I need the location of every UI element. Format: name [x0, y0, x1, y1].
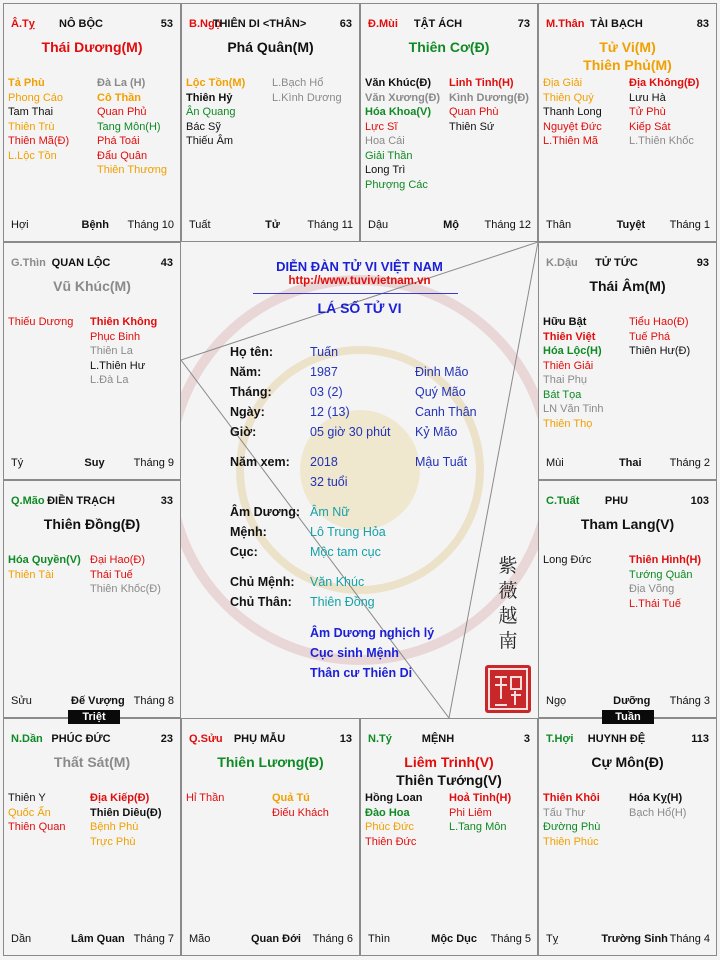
main-star: Thiên Cơ(Đ): [408, 39, 490, 55]
chart-note: Thân cư Thiên Di: [310, 666, 413, 680]
palace-header: [11, 18, 173, 34]
main-star: Liêm Trinh(V): [404, 754, 494, 770]
info-label: Chủ Thân:: [230, 595, 292, 609]
palace-footer: [368, 931, 531, 945]
star-item: Hỉ Thần: [186, 792, 225, 804]
star-item: Tang Môn(H): [97, 120, 161, 133]
palace-header: [546, 257, 709, 273]
star-item: Thanh Long: [543, 106, 602, 118]
star-item: Kiếp Sát: [629, 120, 671, 133]
palace-age: 93: [696, 257, 709, 269]
star-item: Điếu Khách: [272, 806, 329, 819]
star-item: Thiên Đức: [365, 835, 417, 848]
month-label: Tháng 1: [669, 219, 710, 231]
info-label: Chủ Mệnh:: [230, 575, 295, 589]
palace-name: HUYNH ĐỆ: [587, 733, 646, 745]
star-item: LN Văn Tinh: [543, 403, 604, 415]
star-item: Đà La (H): [97, 77, 146, 89]
info-value: Âm Nữ: [310, 505, 350, 519]
star-item: Tấu Thư: [543, 806, 586, 819]
palace-footer: [368, 217, 531, 231]
palace-cell-tuat: [538, 480, 717, 718]
minor-stars-left: [8, 553, 81, 582]
palace-cell-thin: [3, 242, 181, 480]
minor-stars-right: [90, 315, 157, 388]
minor-stars-right: [449, 76, 529, 134]
star-item: L.Bạch Hổ: [272, 77, 324, 89]
palace-footer: [11, 693, 174, 707]
star-item: Thiên Tài: [8, 568, 54, 581]
palace-cell-dan: [3, 718, 181, 956]
star-item: Hóa Quyền(V): [8, 554, 81, 566]
star-item: Địa Võng: [629, 583, 675, 595]
palace-header: [368, 18, 530, 34]
star-item: Thiên Không: [90, 316, 158, 328]
star-item: Thiên Phúc: [543, 835, 599, 848]
minor-stars-right: [629, 315, 690, 359]
chart-note: Cục sinh Mệnh: [310, 646, 399, 660]
star-item: Tiểu Hao(Đ): [629, 316, 689, 328]
main-stars: [361, 753, 537, 789]
minor-stars-left: [543, 315, 604, 431]
star-item: Thiên La: [90, 345, 133, 357]
info-canchi: Mậu Tuất: [415, 455, 468, 469]
info-value: Mộc tam cục: [310, 545, 381, 559]
star-item: Thiên Quan: [8, 821, 66, 833]
star-item: Địa Không(Đ): [629, 77, 700, 89]
info-canchi: Kỷ Mão: [415, 425, 458, 439]
life-phase: Suy: [84, 457, 105, 469]
main-star: Thái Dương(M): [41, 39, 143, 55]
main-stars: [539, 753, 716, 771]
star-item: Thiên Khốc(Đ): [90, 583, 161, 595]
palace-age: 103: [690, 495, 709, 507]
minor-stars-left: [186, 76, 245, 149]
main-stars: [182, 38, 359, 56]
minor-stars-left: [543, 76, 602, 149]
main-star: Thiên Đồng(Đ): [43, 516, 141, 532]
palace-stem: Q.Mão: [11, 495, 45, 507]
info-label: Năm:: [230, 365, 262, 379]
star-item: Hữu Bật: [543, 316, 587, 328]
life-phase: Tuyệt: [616, 219, 646, 231]
palace-stem: M.Thân: [546, 18, 585, 30]
info-label: Giờ:: [230, 425, 257, 439]
palace-stem: N.Dần: [11, 733, 43, 745]
info-canchi: Quý Mão: [415, 385, 466, 399]
life-phase: Mộ: [443, 219, 460, 231]
minor-stars-left: [543, 791, 600, 849]
star-item: Thiên Khôi: [543, 792, 600, 804]
chart-title: LÁ SỐ TỬ VI: [317, 300, 402, 316]
info-value: 1987: [310, 365, 338, 379]
minor-stars-right: [90, 553, 161, 597]
palace-cell-tys: [360, 718, 538, 956]
palace-footer: [11, 931, 174, 945]
life-phase: Lâm Quan: [70, 933, 125, 945]
star-item: Thiên Quý: [543, 91, 594, 104]
branch-label: Dần: [11, 933, 32, 945]
star-item: Địa Giải: [543, 77, 583, 89]
star-item: Văn Khúc(Đ): [365, 77, 431, 89]
palace-age: 43: [160, 257, 173, 269]
info-value: Tuấn: [310, 345, 339, 359]
info-canchi: Đinh Mão: [415, 365, 469, 379]
palace-name: TÀI BẠCH: [590, 18, 643, 30]
star-item: Thiên Thọ: [543, 417, 593, 430]
palace-footer: [546, 693, 710, 707]
star-item: Thai Phụ: [543, 374, 588, 386]
month-label: Tháng 7: [133, 933, 174, 945]
palace-age: 73: [517, 18, 530, 30]
palace-name: MỆNH: [421, 733, 455, 745]
minor-stars-left: [543, 553, 591, 568]
star-item: Thiếu Dương: [8, 316, 74, 328]
star-item: L.Tang Môn: [449, 821, 507, 833]
palace-name: PHỤ MẪU: [233, 733, 286, 745]
star-item: Thiên Việt: [543, 330, 596, 343]
month-label: Tháng 12: [484, 219, 531, 231]
month-label: Tháng 6: [312, 933, 353, 945]
main-stars: [539, 38, 716, 74]
star-item: Quốc Ấn: [8, 806, 51, 819]
branch-label: Mão: [189, 933, 211, 945]
star-item: Phá Toái: [97, 135, 140, 147]
minor-stars-right: [629, 791, 686, 820]
palace-footer: [11, 455, 174, 469]
month-label: Tháng 4: [669, 933, 710, 945]
forum-name: DIỄN ĐÀN TỬ VI VIỆT NAM: [276, 259, 443, 274]
star-item: Phúc Đức: [365, 821, 414, 833]
star-item: Long Trì: [365, 164, 406, 176]
month-label: Tháng 8: [133, 695, 174, 707]
month-label: Tháng 9: [133, 457, 174, 469]
minor-stars-right: [272, 76, 342, 105]
month-label: Tháng 3: [669, 695, 710, 707]
red-seal-stamp-icon: [485, 665, 531, 713]
palace-name: TỬ TỨC: [595, 257, 638, 269]
star-item: Đào Hoa: [365, 806, 410, 819]
life-phase: Trường Sinh: [601, 933, 668, 945]
star-item: Đường Phù: [543, 821, 601, 833]
star-item: Cô Thần: [97, 91, 141, 104]
minor-stars-left: [8, 791, 65, 835]
star-item: Thiên Sứ: [449, 120, 495, 133]
main-star: Tham Lang(V): [580, 516, 675, 532]
palace-stem: B.Ngọ: [189, 18, 222, 30]
main-stars: [4, 753, 180, 771]
life-phase: Thai: [618, 457, 642, 469]
palace-header: [11, 733, 173, 749]
star-item: Lực Sĩ: [365, 120, 398, 133]
star-item: Bát Tọa: [543, 388, 582, 401]
main-stars: [539, 277, 716, 295]
palace-name: PHU: [604, 495, 629, 507]
minor-stars-left: [8, 315, 73, 330]
star-item: Đại Hao(Đ): [90, 554, 146, 566]
minor-stars-right: [629, 553, 701, 611]
info-value: 2018: [310, 455, 338, 469]
star-item: Trực Phù: [90, 835, 136, 848]
palace-cell-than: [538, 3, 717, 242]
minor-stars-right: [272, 791, 329, 820]
palace-name: THIÊN DI <THÂN>: [212, 18, 307, 30]
palace-name: NÔ BỘC: [59, 18, 103, 30]
star-item: L.Thiên Hư: [90, 359, 146, 372]
star-item: Thiên Mã(Đ): [8, 135, 70, 147]
forum-url-link[interactable]: http://www.tuvivietnam.vn: [288, 275, 431, 287]
star-item: Tam Thai: [8, 106, 54, 118]
star-item: L.Thái Tuế: [629, 597, 681, 610]
palace-stem: K.Dậu: [546, 257, 578, 269]
life-phase: Bệnh: [81, 219, 109, 231]
branch-label: Dậu: [368, 219, 389, 231]
star-item: Thiên Thương: [97, 164, 168, 176]
info-value: Lô Trung Hỏa: [310, 525, 386, 539]
palace-cell-dau: [538, 242, 717, 480]
palace-stem: T.Hợi: [546, 733, 574, 745]
star-item: Hóa Lộc(H): [543, 345, 602, 357]
chart-note: Âm Dương nghịch lý: [310, 626, 435, 640]
palace-name: TẬT ÁCH: [413, 18, 463, 30]
star-item: Văn Xương(Đ): [365, 91, 441, 104]
branch-label: Hợi: [11, 219, 29, 231]
palace-header: [546, 733, 709, 749]
star-item: Giải Thần: [365, 149, 413, 162]
palace-footer: [11, 217, 174, 231]
info-label: Âm Dương:: [230, 505, 301, 519]
star-item: Thiên Diêu(Đ): [90, 806, 162, 819]
month-label: Tháng 11: [307, 219, 353, 231]
star-item: Quả Tú: [272, 792, 310, 804]
life-phase: Mộc Dục: [431, 933, 478, 945]
tuan-tag: Tuần: [602, 710, 654, 724]
main-stars: [4, 38, 180, 56]
info-value: 05 giờ 30 phút: [310, 425, 391, 439]
star-item: Thiên Hỷ: [186, 91, 233, 104]
main-stars: [4, 277, 180, 295]
star-item: L.Đà La: [90, 374, 129, 386]
info-value: 12 (13): [310, 405, 350, 419]
info-label: Cục:: [230, 545, 258, 559]
palace-header: [189, 733, 352, 749]
star-item: Bệnh Phù: [90, 821, 139, 833]
star-item: Quan Phù: [449, 106, 499, 118]
palace-cell-ngo: [181, 3, 360, 242]
palace-footer: [546, 931, 710, 945]
palace-age: 113: [691, 733, 709, 745]
palace-age: 3: [523, 733, 530, 745]
minor-stars-left: [365, 791, 422, 849]
minor-stars-right: [449, 791, 511, 835]
main-star: Thiên Phủ(M): [583, 57, 672, 73]
info-label: Tháng:: [230, 385, 272, 399]
info-label: Ngày:: [230, 405, 265, 419]
palace-footer: [189, 931, 353, 945]
branch-label: Tý: [11, 457, 24, 469]
star-item: Hóa Kỵ(H): [629, 792, 683, 804]
palace-age: 23: [160, 733, 173, 745]
star-item: Bác Sỹ: [186, 120, 221, 133]
triet-tag: Triệt: [68, 710, 120, 724]
life-phase: Tử: [265, 219, 280, 231]
minor-stars-right: [90, 791, 162, 849]
info-label: Mệnh:: [230, 525, 267, 539]
main-stars: [361, 38, 537, 56]
main-star: Thái Âm(M): [589, 278, 666, 294]
palace-header: [189, 18, 352, 34]
info-canchi: Canh Thân: [415, 405, 477, 419]
palace-cell-mui: [360, 3, 538, 242]
palace-footer: [546, 455, 710, 469]
star-item: Thiên Giải: [543, 359, 594, 372]
star-item: Phục Binh: [90, 330, 141, 343]
star-item: Tả Phù: [8, 77, 45, 89]
star-item: Thiên Hình(H): [629, 554, 702, 566]
main-stars: [539, 515, 716, 533]
star-item: Thiên Trù: [8, 120, 55, 133]
main-star: Thiên Tướng(V): [396, 772, 502, 788]
info-value: 32 tuổi: [310, 475, 348, 489]
main-star: Phá Quân(M): [227, 39, 314, 55]
star-item: L.Kình Dương: [272, 91, 342, 104]
star-item: Lưu Hà: [629, 91, 666, 104]
palace-name: PHÚC ĐỨC: [51, 733, 111, 745]
star-item: Kình Dương(Đ): [449, 91, 529, 104]
month-label: Tháng 10: [127, 219, 174, 231]
palace-cell-ty: [3, 3, 181, 242]
palace-stem: C.Tuất: [546, 495, 580, 507]
star-item: Tử Phù: [629, 106, 666, 118]
star-item: Phượng Các: [365, 178, 428, 191]
star-item: Địa Kiếp(Đ): [90, 792, 150, 804]
star-item: L.Thiên Mã: [543, 135, 599, 147]
palace-stem: Đ.Mùi: [368, 18, 398, 30]
palace-name: QUAN LỘC: [51, 257, 111, 269]
star-item: Ân Quang: [186, 106, 236, 118]
star-item: Long Đức: [543, 554, 592, 566]
palace-cell-hoi: [538, 718, 717, 956]
palace-age: 53: [160, 18, 173, 30]
star-item: Hoa Cái: [365, 135, 405, 147]
minor-stars-right: [97, 76, 167, 178]
main-star: Thiên Lương(Đ): [217, 754, 324, 770]
star-item: Quan Phủ: [97, 106, 147, 118]
minor-stars-left: [186, 791, 224, 806]
palace-header: [546, 18, 709, 34]
branch-label: Sửu: [11, 695, 32, 707]
palace-age: 13: [339, 733, 352, 745]
palace-age: 33: [160, 495, 173, 507]
palace-header: [11, 495, 173, 511]
branch-label: Ngọ: [546, 695, 567, 707]
palace-header: [546, 495, 709, 511]
info-value: Văn Khúc: [310, 575, 365, 589]
month-label: Tháng 5: [490, 933, 531, 945]
palace-footer: [189, 217, 353, 231]
info-label: Năm xem:: [230, 455, 290, 469]
palace-name: ĐIỀN TRẠCH: [47, 495, 115, 507]
palace-age: 83: [696, 18, 709, 30]
info-label: Họ tên:: [230, 345, 274, 359]
main-star: Vũ Khúc(M): [53, 278, 131, 294]
info-value: Thiên Đồng: [310, 595, 375, 609]
palace-stem: G.Thìn: [11, 257, 46, 269]
star-item: L.Thiên Khốc: [629, 135, 694, 147]
branch-label: Thân: [546, 219, 572, 231]
star-item: Hồng Loan: [365, 792, 423, 804]
star-item: Tuế Phá: [629, 330, 671, 343]
life-phase: Đế Vượng: [71, 695, 125, 707]
palace-cell-suu: [181, 718, 360, 956]
life-phase: Dưỡng: [613, 695, 651, 707]
star-item: Thiên Y: [8, 792, 46, 804]
star-item: Tướng Quân: [629, 568, 693, 581]
palace-header: [368, 733, 530, 749]
star-item: Thiếu Âm: [186, 135, 234, 147]
main-stars: [4, 515, 180, 533]
palace-stem: N.Tý: [368, 733, 392, 745]
star-item: Hoả Tinh(H): [449, 792, 512, 804]
main-stars: [182, 753, 359, 771]
main-star: Tử Vi(M): [599, 39, 656, 55]
month-label: Tháng 2: [669, 457, 710, 469]
main-star: Cự Môn(Đ): [591, 754, 664, 770]
star-item: Nguyệt Đức: [543, 120, 602, 133]
main-star: Thất Sát(M): [53, 754, 131, 770]
star-item: Phi Liêm: [449, 806, 492, 819]
star-item: Đẩu Quân: [97, 149, 148, 162]
branch-label: Thìn: [368, 933, 391, 945]
minor-stars-right: [629, 76, 699, 149]
branch-label: Tuất: [189, 219, 211, 231]
star-item: Hóa Khoa(V): [365, 106, 431, 118]
palace-stem: Q.Sửu: [189, 733, 223, 745]
star-item: Lộc Tồn(M): [186, 77, 246, 89]
palace-age: 63: [339, 18, 352, 30]
life-phase: Quan Đới: [251, 933, 301, 945]
star-item: Linh Tinh(H): [449, 77, 514, 89]
branch-label: Mùi: [546, 457, 564, 469]
seal-text: 紫 薇 越 南: [498, 555, 518, 652]
info-value: 03 (2): [310, 385, 343, 399]
star-item: Thiên Hư(Đ): [629, 345, 691, 357]
minor-stars-left: [8, 76, 69, 163]
branch-label: Tỵ: [546, 933, 559, 945]
url-underline: [253, 293, 458, 294]
palace-header: [11, 257, 173, 273]
palace-cell-mao: [3, 480, 181, 718]
palace-footer: [546, 217, 710, 231]
palace-stem: Â.Tỵ: [11, 18, 35, 30]
minor-stars-left: [365, 76, 440, 192]
star-item: L.Lộc Tồn: [8, 149, 57, 162]
center-info-panel: [181, 242, 538, 718]
star-item: Bạch Hổ(H): [629, 806, 687, 819]
star-item: Phong Cáo: [8, 91, 64, 104]
star-item: Thái Tuế: [90, 568, 133, 581]
